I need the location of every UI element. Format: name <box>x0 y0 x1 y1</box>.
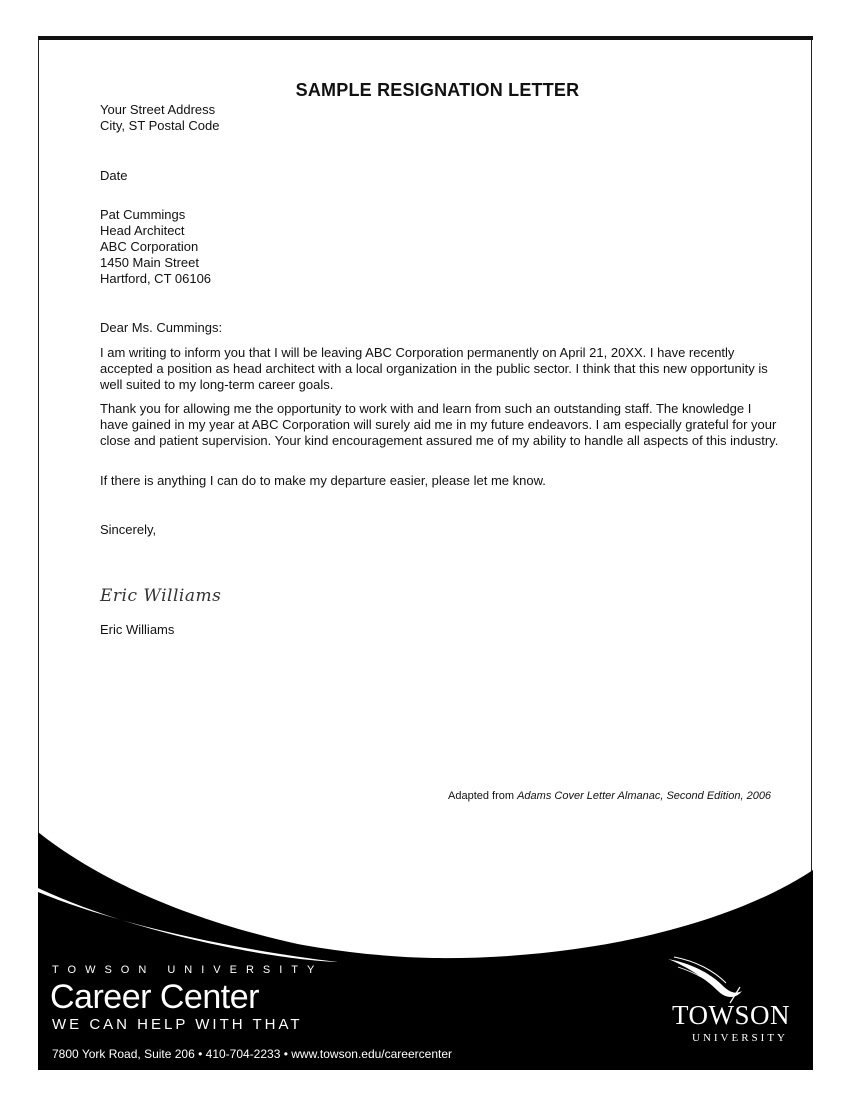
signature-name: Eric Williams <box>100 622 175 637</box>
salutation: Dear Ms. Cummings: <box>100 320 223 335</box>
logo-wordmark: TOWSON <box>672 1000 791 1030</box>
sender-city: City, ST Postal Code <box>100 118 220 133</box>
towson-logo-icon <box>660 955 760 1005</box>
footer-university: TOWSON UNIVERSITY <box>52 964 324 976</box>
recipient-company: ABC Corporation <box>100 239 199 254</box>
date: Date <box>100 168 128 183</box>
logo-subtitle: UNIVERSITY <box>692 1032 788 1044</box>
recipient-address <box>100 207 211 287</box>
credit-prefix: Adapted from <box>448 790 518 802</box>
footer-department: Career Center <box>50 978 259 1016</box>
page-title: SAMPLE RESIGNATION LETTER <box>295 80 580 100</box>
source-credit <box>448 790 771 802</box>
credit-source: Adams Cover Letter Almanac, Second Edition, 2006 <box>517 790 772 802</box>
body-paragraph-2: Thank you for allowing me the opportunity to work with and learn from such an outstanding staff. The knowledge I have gained in my year at ABC Corporation will surely aid me in my future endeavors. I am especially grateful for your close and patient supervision. Your kind encouragement assured me of my ability to handle all aspects of this industry. <box>100 401 779 448</box>
sender-address <box>100 102 219 134</box>
body-paragraph-1: I am writing to inform you that I will be leaving ABC Corporation permanently on April 21, 20XX. I have recently accepted a position as head architect with a local organization in the public sector. I think that this new opportunity is well suited to my long-term career goals. <box>100 345 768 392</box>
signature-script: Eric Williams <box>100 586 222 606</box>
recipient-title: Head Architect <box>100 223 185 238</box>
recipient-name: Pat Cummings <box>100 207 186 222</box>
recipient-street: 1450 Main Street <box>100 255 200 270</box>
closing: Sincerely, <box>100 522 157 537</box>
body-paragraph-3: If there is anything I can do to make my departure easier, please let me know. <box>100 473 546 488</box>
footer-tagline: WE CAN HELP WITH THAT <box>52 1016 303 1033</box>
footer-contact: 7800 York Road, Suite 206 • 410-704-2233 • www.towson.edu/careercenter <box>52 1047 452 1061</box>
sender-street: Your Street Address <box>100 102 216 117</box>
top-rule <box>38 36 813 40</box>
recipient-city: Hartford, CT 06106 <box>100 271 212 286</box>
